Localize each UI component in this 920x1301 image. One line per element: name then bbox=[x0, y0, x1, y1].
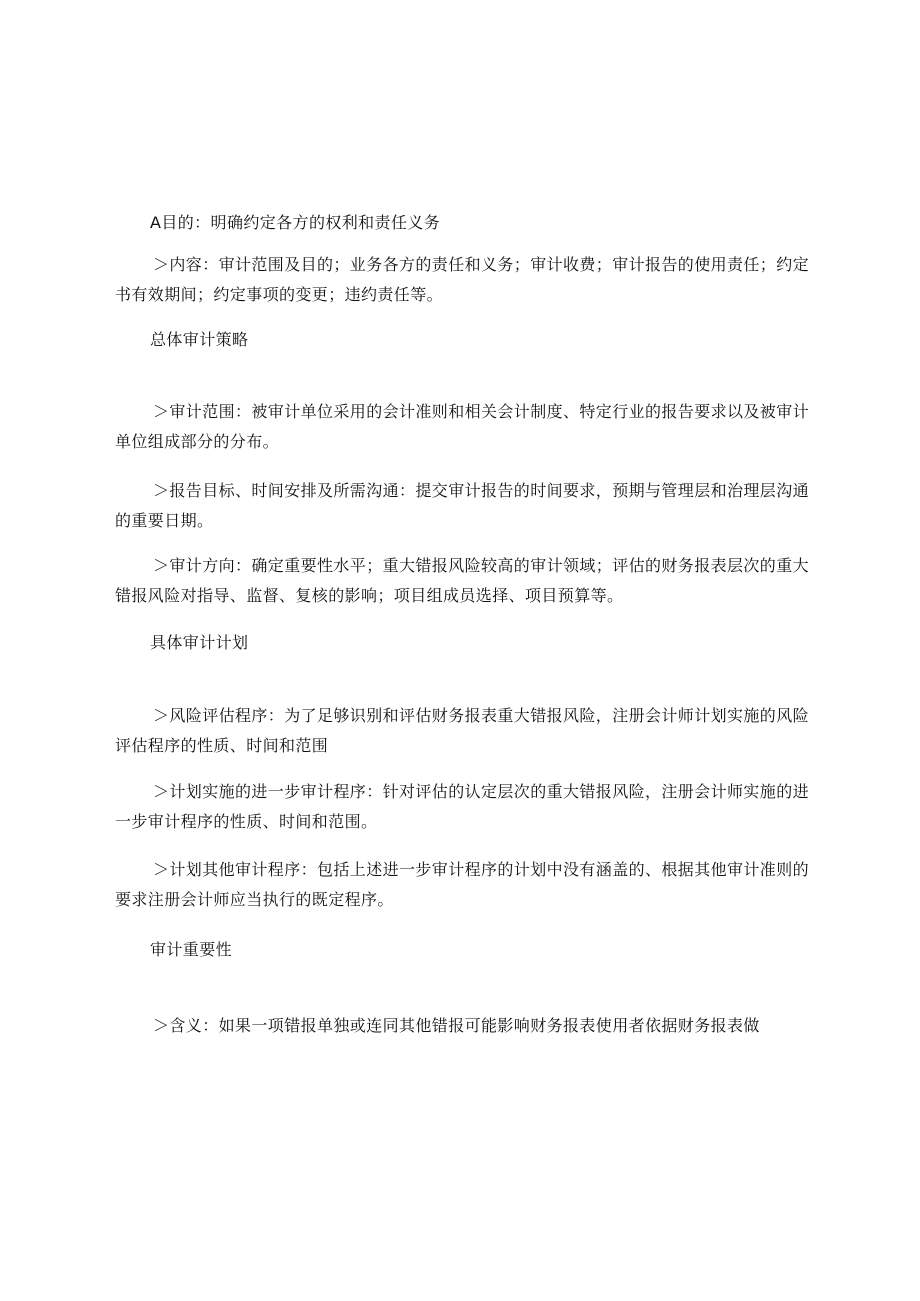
list-item: ＞审计方向：确定重要性水平；重大错报风险较高的审计领域；评估的财务报表层次的重大错报风险对指导、监督、复核的影响；项目组成员选择、项目预算等。 bbox=[115, 556, 810, 605]
list-item: ＞风险评估程序：为了足够识别和评估财务报表重大错报风险，注册会计师计划实施的风险评估程序的性质、时间和范围 bbox=[115, 706, 810, 755]
section-heading-overall-strategy: 总体审计策略 bbox=[150, 330, 249, 349]
list-item: ＞审计范围：被审计单位采用的会计准则和相关会计制度、特定行业的报告要求以及被审计单位组成部分的分布。 bbox=[115, 402, 810, 451]
list-item: ＞计划其他审计程序：包括上述进一步审计程序的计划中没有涵盖的、根据其他审计准则的要求注册会计师应当执行的既定程序。 bbox=[115, 860, 810, 909]
content-paragraph: ＞内容：审计范围及目的；业务各方的责任和义务；审计收费；审计报告的使用责任；约定书有效期间；约定事项的变更；违约责任等。 bbox=[115, 255, 810, 304]
purpose-line: A目的：明确约定各方的权利和责任义务 bbox=[150, 213, 441, 232]
section-heading-specific-plan: 具体审计计划 bbox=[150, 633, 249, 652]
list-item: ＞报告目标、时间安排及所需沟通：提交审计报告的时间要求，预期与管理层和治理层沟通的重要日期。 bbox=[115, 481, 810, 530]
list-item: ＞含义：如果一项错报单独或连同其他错报可能影响财务报表使用者依据财务报表做 bbox=[153, 1016, 760, 1035]
list-item: ＞计划实施的进一步审计程序：针对评估的认定层次的重大错报风险，注册会计师实施的进一步审计程序的性质、时间和范围。 bbox=[115, 782, 810, 831]
section-heading-materiality: 审计重要性 bbox=[150, 940, 233, 959]
